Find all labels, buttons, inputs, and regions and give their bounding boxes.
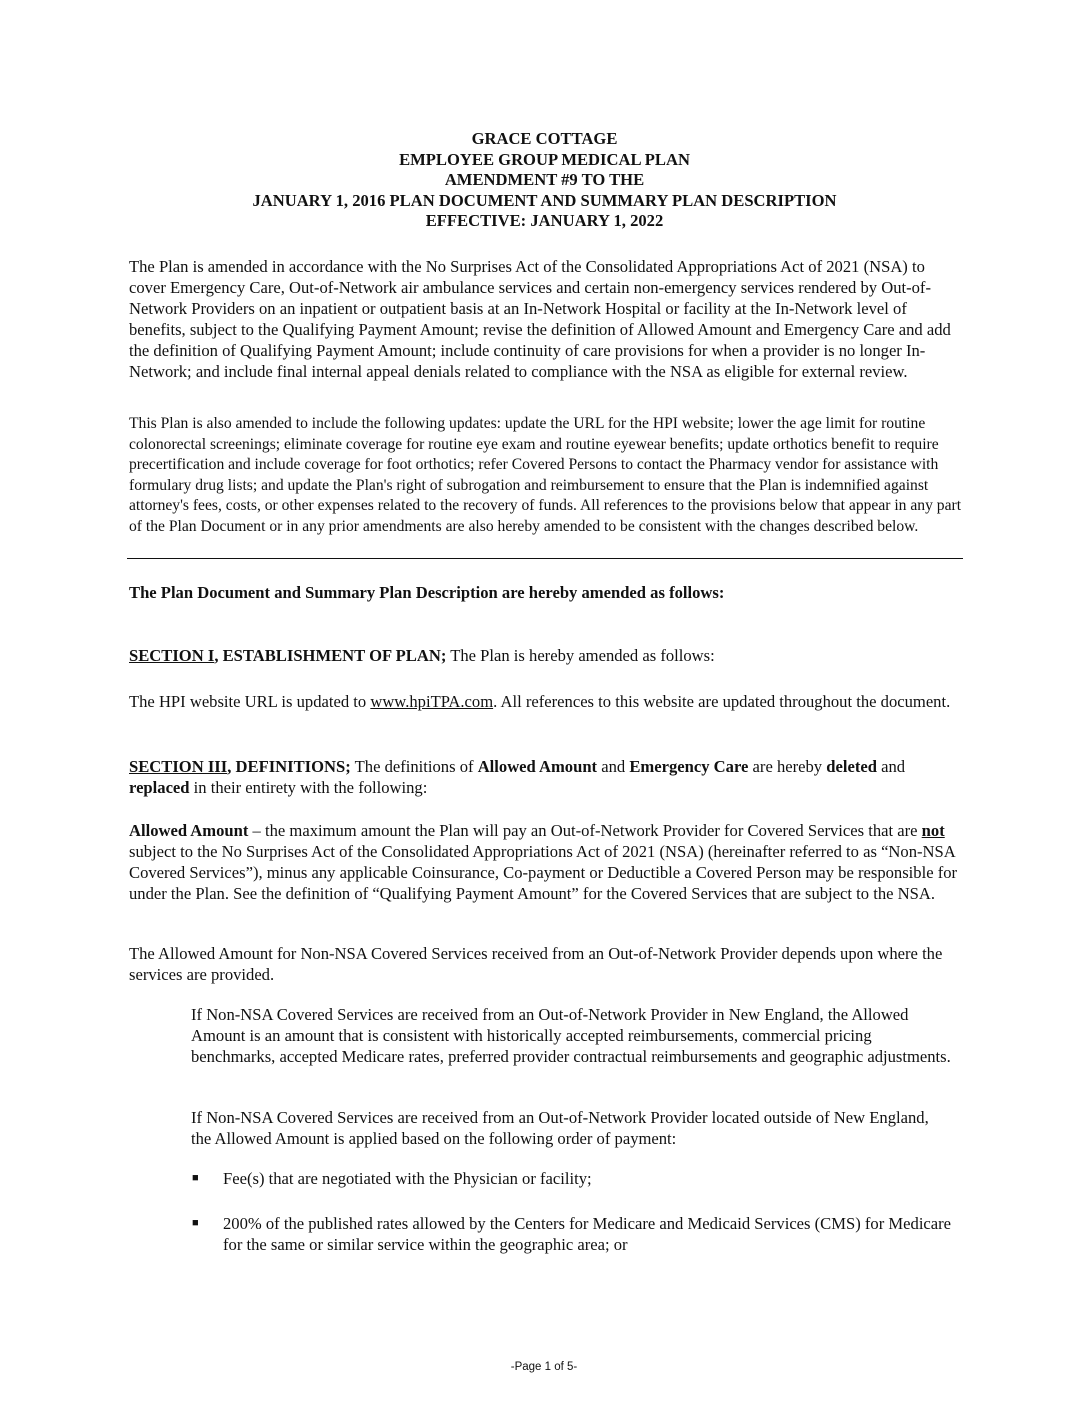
body-text: in their entirety with the following: bbox=[189, 778, 428, 797]
section-label: SECTION I bbox=[129, 646, 215, 665]
title-line: JANUARY 1, 2016 PLAN DOCUMENT AND SUMMARY PLAN DESCRIPTION bbox=[252, 190, 837, 210]
section-title: , DEFINITIONS; bbox=[227, 757, 351, 776]
page-footer: -Page 1 of 5- bbox=[510, 1361, 578, 1373]
intro-paragraph-2: This Plan is also amended to include the following updates: update the URL for the HPI website; lower the age limit for routine colonorectal screenings; eliminate coverage for routine eye exam and routine eyewear benefits; update orthotics benefit to require precertification and include coverage for foot orthotics; refer Covered Persons to contact the Pharmacy vendor for assistance with formulary drug lists; and update the Plan's right of subrogation and reimbursement to ensure that the Plan is indemnified against attorney's fees, costs, or other expenses related to the recovery of funds. All references to the provisions below that appear in any part of the Plan Document or in any prior amendments are also hereby amended to be consistent with the changes described below. bbox=[129, 415, 962, 535]
body-text: subject to the No Surprises Act of the Consolidated Appropriations Act of 2021 (NSA) (hereinafter referred to as “Non-NSA Covered Services”), minus any applicable Coinsurance, Co-payment or Deductible a Covered Person may be responsible for under the Plan. See the definition of “Qualifying Payment Amount” for the Covered Services that are subject to the NSA. bbox=[129, 842, 958, 903]
section-1-body bbox=[129, 691, 962, 712]
section-1-heading bbox=[129, 645, 962, 666]
title-line: EMPLOYEE GROUP MEDICAL PLAN bbox=[399, 149, 690, 169]
defined-term: Emergency Care bbox=[629, 757, 749, 776]
title-line: EFFECTIVE: JANUARY 1, 2022 bbox=[425, 211, 664, 230]
section-text: The Plan is hereby amended as follows: bbox=[446, 646, 715, 665]
document-title bbox=[129, 129, 960, 232]
emphasis-not: not bbox=[921, 821, 945, 840]
body-text: The definitions of bbox=[350, 757, 478, 776]
website-link[interactable]: www.hpiTPA.com bbox=[370, 692, 494, 711]
emphasis-deleted: deleted bbox=[826, 757, 877, 776]
body-text: and bbox=[876, 757, 906, 776]
allowed-amount-outside-new-england: If Non-NSA Covered Services are received from an Out-of-Network Provider located outside of New England, the Allowed Amount is applied based on the following order of payment: bbox=[191, 1108, 929, 1148]
body-text: . All references to this website are updated throughout the document. bbox=[493, 692, 951, 711]
intro-paragraph-1: The Plan is amended in accordance with the No Surprises Act of the Consolidated Appropriations Act of 2021 (NSA) to cover Emergency Care, Out-of-Network air ambulance services and certain non-emergency services rendered by Out-of-Network Providers on an inpatient or outpatient basis at an In-Network Hospital or facility at the In-Network level of benefits, subject to the Qualifying Payment Amount; revise the definition of Allowed Amount and Emergency Care and add the definition of Qualifying Payment Amount; include continuity of care provisions for when a provider is no longer In-Network; and include final internal appeal denials related to compliance with the NSA as eligible for external review. bbox=[129, 257, 951, 381]
section-3-paragraph bbox=[129, 756, 962, 798]
allowed-amount-paragraph-2: The Allowed Amount for Non-NSA Covered Services received from an Out-of-Network Provider depends upon where the services are provided. bbox=[129, 944, 943, 984]
list-item: Fee(s) that are negotiated with the Physician or facility; bbox=[223, 1169, 592, 1188]
emphasis-replaced: replaced bbox=[129, 778, 190, 797]
allowed-amount-definition bbox=[129, 820, 962, 904]
defined-term: Allowed Amount bbox=[129, 821, 249, 840]
section-label: SECTION III bbox=[129, 757, 228, 776]
amended-heading: The Plan Document and Summary Plan Description are hereby amended as follows: bbox=[129, 583, 725, 602]
list-item: 200% of the published rates allowed by the Centers for Medicare and Medicaid Services (CMS) for Medicare for the same or similar service within the geographic area; or bbox=[223, 1214, 952, 1254]
bullet-icon: ■ bbox=[192, 1172, 199, 1184]
section-title: , ESTABLISHMENT OF PLAN; bbox=[214, 646, 447, 665]
body-text: and bbox=[597, 757, 630, 776]
defined-term: Allowed Amount bbox=[477, 757, 598, 776]
divider-line bbox=[127, 558, 963, 559]
body-text: are hereby bbox=[748, 757, 827, 776]
title-line: GRACE COTTAGE bbox=[471, 129, 618, 148]
title-line: AMENDMENT #9 TO THE bbox=[444, 170, 645, 189]
allowed-amount-new-england: If Non-NSA Covered Services are received from an Out-of-Network Provider in New England, the Allowed Amount is an amount that is consistent with historically accepted reimbursements, commercial pricing benchmarks, accepted Medicare rates, preferred provider contractual reimbursements and geographic adjustments. bbox=[191, 1005, 951, 1066]
body-text: – the maximum amount the Plan will pay an Out-of-Network Provider for Covered Services that are bbox=[248, 821, 922, 840]
bullet-icon: ■ bbox=[192, 1217, 199, 1229]
body-text: The HPI website URL is updated to bbox=[129, 692, 371, 711]
